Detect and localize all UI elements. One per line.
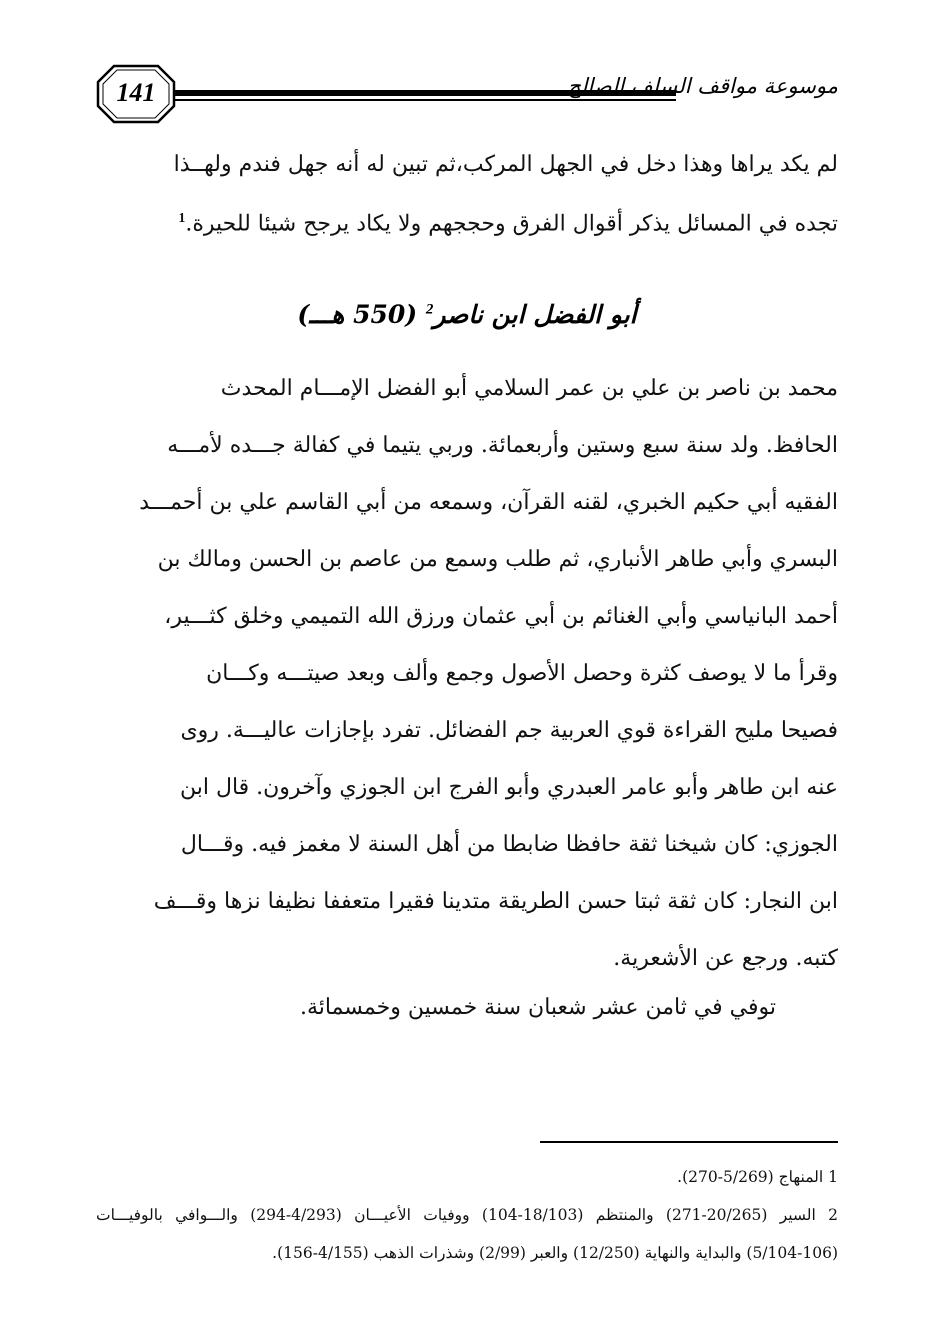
footnote-separator bbox=[540, 1141, 838, 1143]
heading-date: (550 هـــ) bbox=[297, 300, 418, 329]
header-rule-thin bbox=[174, 99, 676, 101]
bio-line: وقرأ ما لا يوصف كثرة وحصل الأصول وجمع وألف وبعد صيتـــه وكـــان bbox=[206, 661, 838, 686]
bio-line: الجوزي: كان شيخنا ثقة حافظا ضابطا من أهل السنة لا مغمز فيه. وقـــال bbox=[180, 832, 838, 857]
footnote-2-line-1: 2 السير (20/265-271) والمنتظم (18/103-104) ووفيات الأعيـــان (4/293-294) والـــوافي بالوفيـــات bbox=[96, 1206, 838, 1224]
footnote-2-line-2: (5/104-106) والبداية والنهاية (12/250) والعبر (2/99) وشذرات الذهب (4/155-156). bbox=[272, 1244, 838, 1262]
footnote-1: 1 المنهاج (5/269-270). bbox=[677, 1168, 838, 1186]
heading-name: أبو الفضل ابن ناصر bbox=[433, 300, 637, 329]
footnote-ref-2: 2 bbox=[425, 301, 434, 318]
bio-line: ابن النجار: كان ثقة ثبتا حسن الطريقة متدينا فقيرا متعففا نظيفا نزها وقـــف bbox=[153, 889, 838, 914]
biography-paragraph bbox=[96, 360, 838, 987]
bio-line: محمد بن ناصر بن علي بن عمر السلامي أبو الفضل الإمـــام المحدث bbox=[220, 376, 838, 401]
intro-line bbox=[96, 192, 838, 246]
intro-line: لم يكد يراها وهذا دخل في الجهل المركب،ثم تبين له أنه جهل فندم ولهــذا bbox=[173, 152, 838, 177]
intro-paragraph bbox=[96, 138, 838, 246]
intro-line-text: تجده في المسائل يذكر أقوال الفرق وحججهم ولا يكاد يرجح شيئا للحيرة. bbox=[185, 211, 838, 237]
bio-line-last: كتبه. ورجع عن الأشعرية. bbox=[613, 946, 838, 971]
death-line: توفي في ثامن عشر شعبان سنة خمسين وخمسمائة. bbox=[299, 995, 776, 1020]
bio-line: البسري وأبي طاهر الأنباري، ثم طلب وسمع من عاصم بن الحسن ومالك بن bbox=[157, 547, 838, 572]
page-number-badge bbox=[96, 64, 176, 124]
footnotes bbox=[96, 1158, 838, 1272]
section-heading bbox=[96, 300, 838, 329]
bio-line: فصيحا مليح القراءة قوي العربية جم الفضائل. تفرد بإجازات عاليـــة. روى bbox=[180, 718, 838, 743]
series-title: موسوعة مواقف السلف الصالح bbox=[567, 74, 838, 98]
bio-line: عنه ابن طاهر وأبو عامر العبدري وأبو الفرج ابن الجوزي وآخرون. قال ابن bbox=[179, 775, 838, 800]
bio-line: الفقيه أبي حكيم الخبري، لقنه القرآن، وسمعه من أبي القاسم علي بن أحمـــد bbox=[139, 490, 838, 515]
bio-line: أحمد البانياسي وأبي الغنائم بن أبي عثمان ورزق الله التميمي وخلق كثـــير، bbox=[164, 604, 838, 629]
bio-line: الحافظ. ولد سنة سبع وستين وأربعمائة. وربي يتيما في كفالة جـــده لأمـــه bbox=[167, 433, 838, 458]
page-header bbox=[96, 64, 838, 124]
page-number: 141 bbox=[116, 78, 156, 107]
footnote-ref-1: 1 bbox=[178, 211, 186, 226]
